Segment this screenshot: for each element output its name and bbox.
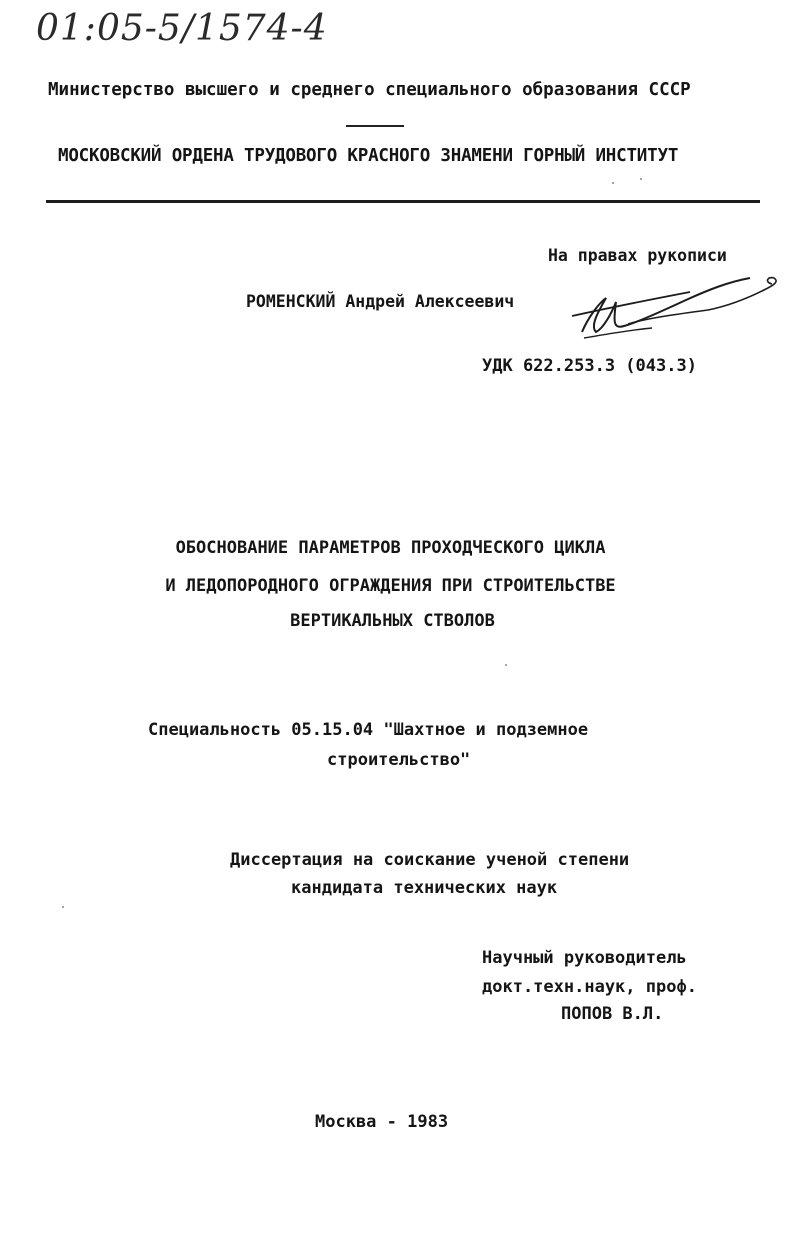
short-divider (346, 125, 404, 127)
signature-image (568, 268, 788, 352)
dissertation-line-2: кандидата технических наук (291, 878, 558, 898)
scan-speck (62, 906, 64, 908)
header-divider (46, 200, 760, 203)
supervisor-degree: докт.техн.наук, проф. (482, 977, 697, 997)
author-name: РОМЕНСКИЙ Андрей Алексеевич (246, 292, 515, 311)
supervisor-name: ПОПОВ В.Л. (561, 1004, 664, 1024)
supervisor-label: Научный руководитель (482, 948, 687, 968)
udk-code: УДК 622.253.3 (043.3) (482, 356, 697, 376)
manuscript-rights-label: На правах рукописи (548, 246, 727, 265)
title-line-3: ВЕРТИКАЛЬНЫХ СТВОЛОВ (290, 611, 495, 631)
scan-speck (640, 178, 642, 180)
title-line-1: ОБОСНОВАНИЕ ПАРАМЕТРОВ ПРОХОДЧЕСКОГО ЦИКЛА (175, 538, 606, 558)
ministry-heading: Министерство высшего и среднего специального образования СССР (48, 80, 691, 100)
specialty-line-2: строительство" (327, 750, 471, 770)
dissertation-line-1: Диссертация на соискание ученой степени (230, 850, 630, 870)
handwritten-archive-number: 01:05-5/1574-4 (36, 8, 328, 49)
specialty-line-1: Специальность 05.15.04 "Шахтное и подземное (148, 720, 589, 740)
scan-speck (612, 182, 614, 184)
institute-heading: МОСКОВСКИЙ ОРДЕНА ТРУДОВОГО КРАСНОГО ЗНАМЕНИ ГОРНЫЙ ИНСТИТУТ (58, 146, 679, 166)
title-line-2: И ЛЕДОПОРОДНОГО ОГРАЖДЕНИЯ ПРИ СТРОИТЕЛЬСТВЕ (165, 576, 616, 596)
place-and-year: Москва - 1983 (315, 1112, 449, 1132)
scan-speck (505, 664, 507, 666)
